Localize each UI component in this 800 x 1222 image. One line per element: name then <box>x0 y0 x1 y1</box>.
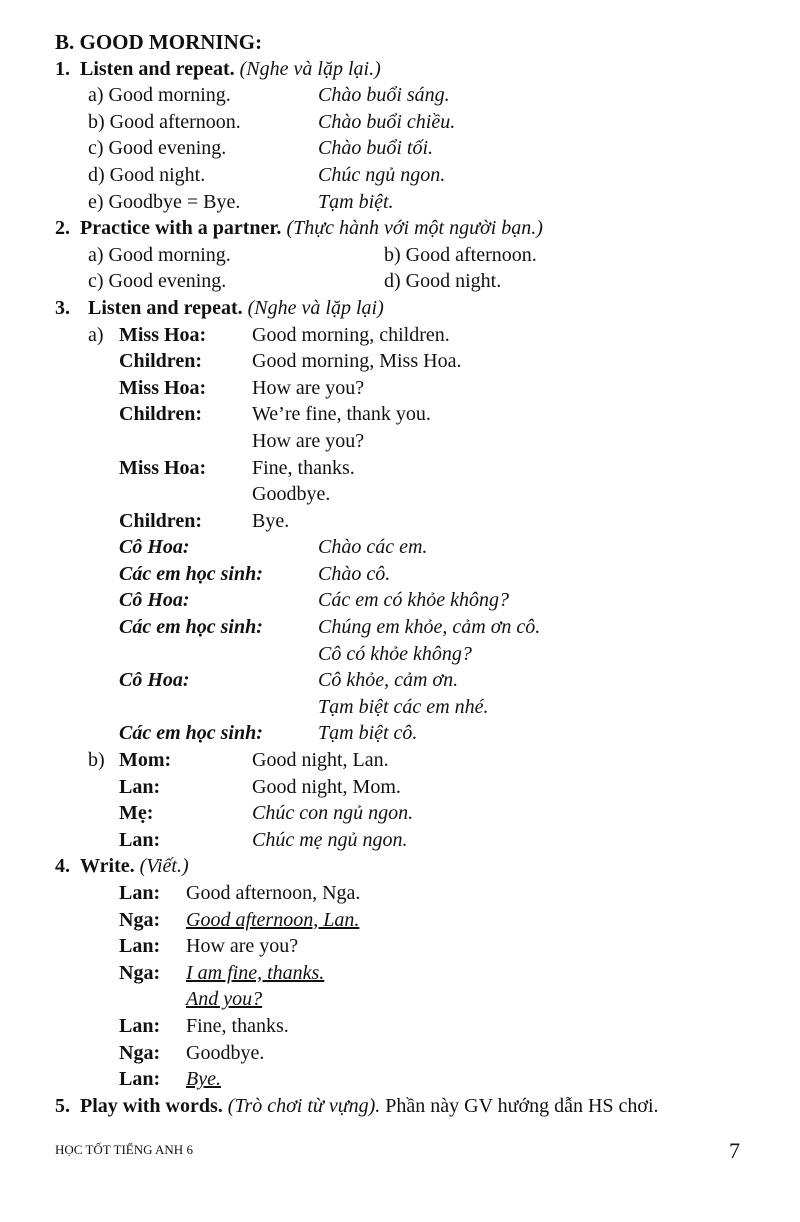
list-item <box>0 82 800 109</box>
vietnamese-phrase: Chúc ngủ ngon. <box>318 163 446 186</box>
utterance: Cô khỏe, cảm ơn. <box>318 669 459 692</box>
dialogue-line <box>0 1066 800 1093</box>
dialogue-line-vn <box>0 534 800 561</box>
utterance: Bye. <box>252 509 290 532</box>
speaker: Cô Hoa: <box>119 589 190 612</box>
dialogue-line-vn <box>0 641 800 668</box>
utterance: Cô có khỏe không? <box>318 642 472 665</box>
dialogue-line <box>0 880 800 907</box>
list-item <box>0 189 800 216</box>
vietnamese-phrase: Chào buổi sáng. <box>318 84 450 107</box>
speaker: Lan: <box>119 935 161 958</box>
utterance: Chúng em khỏe, cảm ơn cô. <box>318 616 541 639</box>
exercise-note: Phần này GV hướng dẫn HS chơi. <box>380 1094 659 1117</box>
utterance: Chào cô. <box>318 562 391 585</box>
utterance: Good afternoon, Nga. <box>186 882 361 904</box>
written-answer: I am fine, thanks. <box>186 961 325 984</box>
speaker: Cô Hoa: <box>119 536 190 559</box>
speaker: Cô Hoa: <box>119 669 190 692</box>
exercise-3-heading <box>0 295 800 322</box>
exercise-translation: (Viết.) <box>139 855 189 878</box>
dialogue-line <box>0 1040 800 1067</box>
speaker: Nga: <box>119 961 161 984</box>
speaker: Mẹ: <box>119 802 154 825</box>
utterance: Good night, Lan. <box>252 749 389 772</box>
utterance: Chúc con ngủ ngon. <box>252 802 414 825</box>
dialogue-line <box>0 508 800 535</box>
utterance: How are you? <box>252 429 365 452</box>
dialogue-line <box>0 933 800 960</box>
speaker: Children: <box>119 403 202 426</box>
book-title-footer: HỌC TỐT TIẾNG ANH 6 <box>55 1142 193 1157</box>
utterance: Fine, thanks. <box>252 456 355 479</box>
dialogue-line <box>0 428 800 455</box>
list-item <box>0 162 800 189</box>
dialogue-line <box>0 827 800 854</box>
exercise-number: 2. <box>55 217 70 240</box>
english-phrase: e) Goodbye = Bye. <box>88 190 241 213</box>
exercise-translation: (Nghe và lặp lại) <box>247 296 384 319</box>
dialogue-line-vn <box>0 667 800 694</box>
document-page <box>0 29 800 1119</box>
page-number: 7 <box>729 1138 740 1163</box>
dialogue-line <box>0 401 800 428</box>
english-phrase: d) Good night. <box>88 163 206 186</box>
speaker: Miss Hoa: <box>119 456 207 479</box>
exercise-title: Practice with a partner. <box>80 217 282 240</box>
exercise-translation: (Thực hành với một người bạn.) <box>286 217 543 240</box>
practice-phrase: c) Good evening. <box>88 270 227 293</box>
dialogue-line-vn <box>0 561 800 588</box>
exercise-5-heading <box>0 1093 800 1120</box>
dialogue-line <box>0 455 800 482</box>
vietnamese-phrase: Chào buổi chiều. <box>318 110 456 133</box>
practice-phrase: b) Good afternoon. <box>384 243 537 266</box>
english-phrase: a) Good morning. <box>88 84 231 107</box>
utterance: Chào các em. <box>318 536 428 559</box>
utterance: How are you? <box>252 376 365 399</box>
dialogue-line <box>0 907 800 934</box>
exercise-number: 5. <box>55 1094 70 1117</box>
utterance: Chúc mẹ ngủ ngon. <box>252 828 408 851</box>
utterance: How are you? <box>186 935 299 958</box>
dialogue-line-vn <box>0 694 800 721</box>
english-phrase: c) Good evening. <box>88 137 227 160</box>
practice-phrase: a) Good morning. <box>88 243 231 266</box>
utterance: Good morning, Miss Hoa. <box>252 350 462 373</box>
exercise-translation: (Trò chơi từ vựng). <box>227 1094 381 1117</box>
speaker: Miss Hoa: <box>119 323 207 346</box>
speaker: Các em học sinh: <box>119 722 263 745</box>
dialogue-line-vn <box>0 720 800 747</box>
written-answer: Good afternoon, Lan. <box>186 908 360 931</box>
part-label: a) <box>88 323 104 346</box>
exercise-number: 3. <box>55 296 70 319</box>
speaker: Children: <box>119 350 202 373</box>
speaker: Children: <box>119 509 202 532</box>
dialogue-line <box>0 481 800 508</box>
dialogue-line <box>0 960 800 987</box>
exercise-number: 4. <box>55 855 70 878</box>
dialogue-line <box>0 774 800 801</box>
speaker: Lan: <box>119 1068 161 1091</box>
list-item <box>0 268 800 295</box>
dialogue-line <box>0 1013 800 1040</box>
speaker: Lan: <box>119 882 161 904</box>
utterance: We’re fine, thank you. <box>252 403 431 426</box>
exercise-title: Listen and repeat. <box>80 57 235 80</box>
utterance: Good night, Mom. <box>252 775 401 798</box>
utterance: Tạm biệt các em nhé. <box>318 695 489 718</box>
exercise-2-heading <box>0 215 800 242</box>
dialogue-line <box>0 800 800 827</box>
dialogue-line <box>0 375 800 402</box>
dialogue-line <box>0 348 800 375</box>
exercise-4-heading <box>0 853 800 880</box>
english-phrase: b) Good afternoon. <box>88 110 241 133</box>
speaker: Nga: <box>119 908 161 931</box>
utterance: Goodbye. <box>186 1041 265 1064</box>
speaker: Các em học sinh: <box>119 562 263 585</box>
dialogue-line <box>0 322 800 349</box>
list-item <box>0 109 800 136</box>
list-item <box>0 242 800 269</box>
utterance: Goodbye. <box>252 483 331 506</box>
practice-phrase: d) Good night. <box>384 270 502 293</box>
vietnamese-phrase: Tạm biệt. <box>318 190 394 213</box>
speaker: Lan: <box>119 828 161 851</box>
part-label: b) <box>88 749 105 772</box>
exercise-1-heading <box>0 56 800 83</box>
written-answer: Bye. <box>186 1068 221 1091</box>
exercise-title: Write. <box>80 855 135 878</box>
utterance: Các em có khỏe không? <box>318 589 510 612</box>
exercise-title: Listen and repeat. <box>88 296 243 319</box>
utterance: Fine, thanks. <box>186 1014 289 1037</box>
dialogue-line <box>0 986 800 1013</box>
list-item <box>0 135 800 162</box>
dialogue-line <box>0 747 800 774</box>
dialogue-line-vn <box>0 587 800 614</box>
speaker: Miss Hoa: <box>119 376 207 399</box>
exercise-translation: (Nghe và lặp lại.) <box>239 57 381 80</box>
speaker: Lan: <box>119 775 161 798</box>
vietnamese-phrase: Chào buổi tối. <box>318 137 434 160</box>
speaker: Các em học sinh: <box>119 616 263 639</box>
written-answer: And you? <box>186 988 263 1011</box>
speaker: Mom: <box>119 749 172 772</box>
exercise-number: 1. <box>55 57 70 80</box>
exercise-title: Play with words. <box>80 1094 223 1117</box>
utterance: Good morning, children. <box>252 323 450 346</box>
dialogue-line-vn <box>0 614 800 641</box>
speaker: Nga: <box>119 1041 161 1064</box>
section-title: B. GOOD MORNING: <box>55 30 263 54</box>
utterance: Tạm biệt cô. <box>318 722 418 745</box>
speaker: Lan: <box>119 1014 161 1037</box>
